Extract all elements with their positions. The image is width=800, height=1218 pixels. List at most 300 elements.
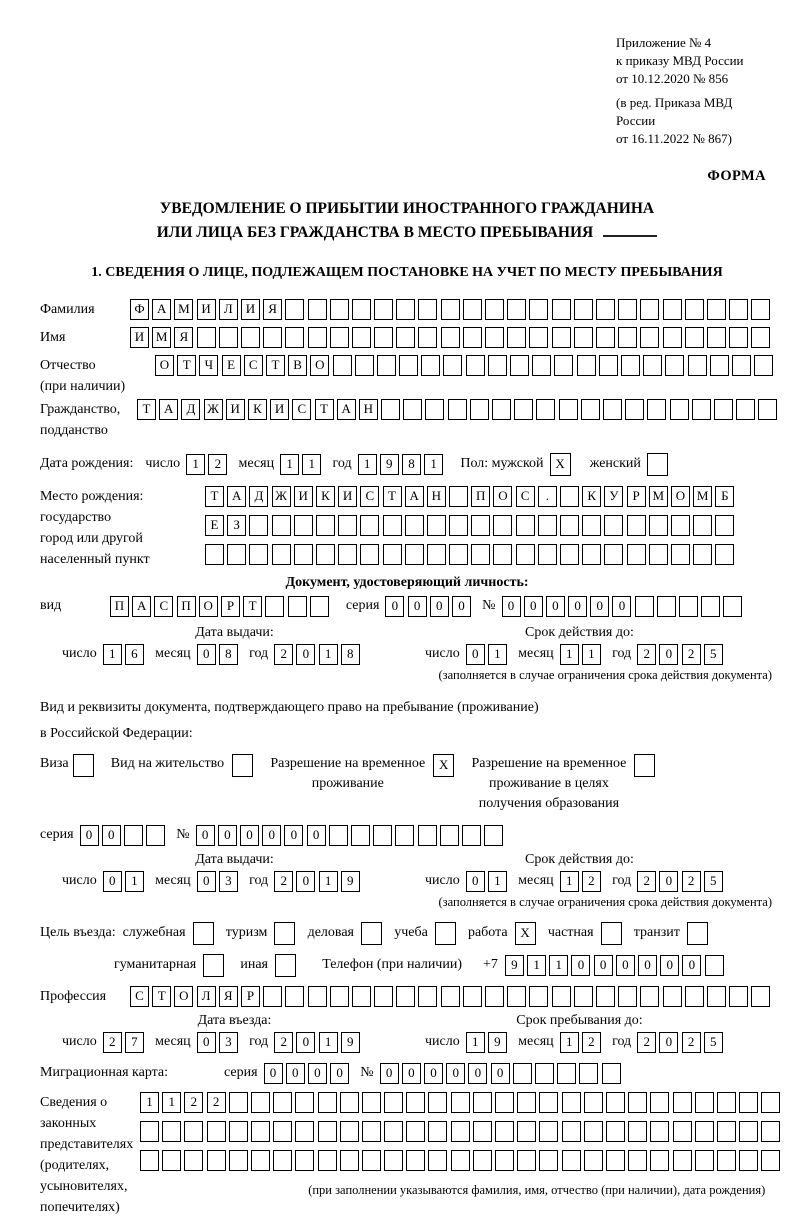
char-cell: Л (197, 986, 216, 1007)
char-cell (360, 515, 379, 536)
year-label: год (612, 646, 632, 662)
char-cell (427, 515, 446, 536)
residence-doc-types (40, 754, 774, 815)
char-cell (374, 986, 393, 1007)
char-cell (274, 922, 295, 945)
valid-until-heading: Срок действия до: (525, 851, 634, 867)
char-cell: А (132, 596, 151, 617)
char-cell: Б (715, 486, 734, 507)
day-label: число (62, 873, 97, 889)
char-cell (308, 299, 327, 320)
char-cell (529, 986, 548, 1007)
char-cell: М (693, 486, 712, 507)
edition-line: (в ред. Приказа МВД России (616, 94, 733, 128)
char-cell (406, 1092, 425, 1113)
char-cell (539, 1092, 558, 1113)
given-name-row (40, 327, 774, 348)
char-cell (272, 544, 291, 565)
char-cell (687, 922, 708, 945)
char-cell: 0 (264, 1063, 283, 1084)
char-cell (362, 1092, 381, 1113)
char-cell (73, 754, 94, 777)
char-cell (535, 1063, 554, 1084)
purpose-label: деловая (307, 925, 354, 941)
residence-doc-intro: Вид и реквизиты документа, подтверждающего право на пребывание (проживание) в Российской Федерации: (40, 699, 539, 742)
char-cell (418, 825, 437, 846)
birth-place-cells-2 (205, 515, 738, 536)
char-cell: 9 (505, 955, 524, 976)
char-cell (584, 1092, 603, 1113)
char-cell: 1 (140, 1092, 159, 1113)
char-cell (739, 1150, 758, 1171)
char-cell (207, 1121, 226, 1142)
char-cell: 0 (402, 1063, 421, 1084)
char-cell: 0 (197, 871, 216, 892)
char-cell: 1 (319, 1032, 338, 1053)
char-cell (562, 1092, 581, 1113)
char-cell (628, 1121, 647, 1142)
char-cell (670, 399, 689, 420)
char-cell: А (227, 486, 246, 507)
char-cell (473, 1150, 492, 1171)
char-cell (761, 1092, 780, 1113)
month-label: месяц (155, 873, 191, 889)
char-cell: Р (241, 986, 260, 1007)
char-cell: 0 (286, 1063, 305, 1084)
permit-seriya-cells (80, 825, 169, 846)
purpose-tourism-checkbox (274, 922, 298, 945)
char-cell (715, 544, 734, 565)
char-cell (715, 515, 734, 536)
phone-digit-cells (505, 955, 727, 976)
char-cell: О (174, 986, 193, 1007)
char-cell: 0 (491, 1063, 510, 1084)
char-cell (383, 544, 402, 565)
char-cell (288, 596, 307, 617)
char-cell (383, 515, 402, 536)
char-cell (517, 1121, 536, 1142)
char-cell: 8 (341, 644, 360, 665)
char-cell: С (516, 486, 535, 507)
purpose-private-checkbox (601, 922, 625, 945)
char-cell: 0 (80, 825, 99, 846)
char-cell (606, 1150, 625, 1171)
char-cell (557, 1063, 576, 1084)
char-cell (560, 544, 579, 565)
char-cell (493, 544, 512, 565)
stay-until-heading: Срок пребывания до: (516, 1012, 643, 1028)
purpose-label: иная (240, 957, 268, 973)
seriya-label: серия (224, 1065, 258, 1081)
char-cell: 0 (430, 596, 449, 617)
char-cell (316, 544, 335, 565)
char-cell (695, 1092, 714, 1113)
patronymic-row (40, 355, 774, 397)
char-cell: И (197, 299, 216, 320)
char-cell (184, 1150, 203, 1171)
char-cell: 1 (488, 871, 507, 892)
migration-card-row (40, 1063, 774, 1084)
day-label: число (425, 646, 460, 662)
char-cell: X (550, 453, 571, 476)
char-cell: 0 (218, 825, 237, 846)
char-cell: У (604, 486, 623, 507)
doc-issue-year-cells (274, 644, 363, 665)
char-cell: 1 (302, 454, 321, 475)
char-cell: С (154, 596, 173, 617)
char-cell: 0 (682, 955, 701, 976)
char-cell (582, 515, 601, 536)
char-cell (162, 1150, 181, 1171)
char-cell: 0 (284, 825, 303, 846)
char-cell (751, 299, 770, 320)
char-cell (308, 327, 327, 348)
char-cell: 1 (560, 1032, 579, 1053)
char-cell: 3 (219, 871, 238, 892)
stay-month-cells (560, 1032, 604, 1053)
profession-row (40, 986, 774, 1007)
section-1-heading: 1. СВЕДЕНИЯ О ЛИЦЕ, ПОДЛЕЖАЩЕМ ПОСТАНОВКЕ НА УЧЕТ ПО МЕСТУ ПРЕБЫВАНИЯ (91, 264, 723, 280)
doc-seriya-label: серия (345, 598, 380, 614)
char-cell (602, 1063, 621, 1084)
char-cell (517, 1092, 536, 1113)
char-cell: А (152, 299, 171, 320)
char-cell (207, 1150, 226, 1171)
char-cell: П (471, 486, 490, 507)
form-label: ФОРМА (707, 167, 766, 184)
sex-female-label: женский (589, 456, 641, 472)
char-cell: 0 (524, 596, 543, 617)
char-cell (562, 1150, 581, 1171)
char-cell (507, 327, 526, 348)
doc-valid-year-cells (637, 644, 726, 665)
char-cell: М (174, 299, 193, 320)
visit-purpose-row-2 (114, 954, 774, 977)
char-cell (513, 1063, 532, 1084)
doc-number-label: № (482, 598, 496, 614)
doc-valid-day-cells (466, 644, 510, 665)
char-cell: 1 (466, 1032, 485, 1053)
char-cell: 0 (296, 644, 315, 665)
char-cell: 0 (308, 1063, 327, 1084)
char-cell: 2 (682, 1032, 701, 1053)
char-cell (229, 1121, 248, 1142)
char-cell (732, 355, 751, 376)
char-cell: Я (263, 299, 282, 320)
char-cell: Т (177, 355, 196, 376)
char-cell (275, 954, 296, 977)
representatives-cells-3 (140, 1150, 783, 1171)
char-cell (351, 825, 370, 846)
char-cell: 0 (452, 596, 471, 617)
char-cell (355, 355, 374, 376)
char-cell (381, 399, 400, 420)
char-cell (463, 327, 482, 348)
char-cell: 0 (659, 1032, 678, 1053)
char-cell (205, 544, 224, 565)
page-title (40, 197, 774, 245)
char-cell (604, 544, 623, 565)
char-cell (634, 754, 655, 777)
char-cell: 5 (704, 871, 723, 892)
char-cell: 0 (296, 871, 315, 892)
char-cell (584, 1150, 603, 1171)
patronymic-label: Отчество (при наличии) (40, 357, 126, 394)
char-cell (582, 544, 601, 565)
char-cell: И (294, 486, 313, 507)
given-name-cells (130, 327, 773, 348)
char-cell (729, 327, 748, 348)
char-cell: 0 (546, 596, 565, 617)
sex-female-checkbox (647, 453, 671, 476)
char-cell (428, 1092, 447, 1113)
char-cell: С (244, 355, 263, 376)
char-cell (714, 399, 733, 420)
char-cell (671, 544, 690, 565)
profession-label: Профессия (40, 988, 107, 1004)
char-cell: К (248, 399, 267, 420)
year-label: год (249, 646, 269, 662)
char-cell (352, 986, 371, 1007)
char-cell (384, 1150, 403, 1171)
char-cell: 0 (502, 596, 521, 617)
char-cell (473, 1121, 492, 1142)
char-cell (596, 299, 615, 320)
char-cell: О (493, 486, 512, 507)
char-cell (695, 1150, 714, 1171)
char-cell (618, 986, 637, 1007)
char-cell: 1 (125, 871, 144, 892)
char-cell: В (288, 355, 307, 376)
char-cell (627, 515, 646, 536)
char-cell: И (338, 486, 357, 507)
char-cell (374, 327, 393, 348)
residence-doc-dates (40, 852, 774, 892)
char-cell (471, 544, 490, 565)
char-cell (599, 355, 618, 376)
char-cell (647, 399, 666, 420)
char-cell (729, 986, 748, 1007)
char-cell: И (226, 399, 245, 420)
char-cell (251, 1092, 270, 1113)
char-cell (663, 327, 682, 348)
char-cell (579, 1063, 598, 1084)
char-cell: 0 (638, 955, 657, 976)
char-cell (552, 299, 571, 320)
char-cell (649, 544, 668, 565)
char-cell (560, 486, 579, 507)
char-cell (427, 544, 446, 565)
char-cell (761, 1150, 780, 1171)
representatives-row (40, 1092, 774, 1218)
char-cell (338, 515, 357, 536)
char-cell (285, 327, 304, 348)
number-label: № (360, 1065, 374, 1081)
char-cell (330, 299, 349, 320)
edu-permit-option: Разрешение на временное проживание в целях получения образования (471, 754, 658, 815)
migration-number-cells (380, 1063, 624, 1084)
appendix-line: к приказу МВД России (616, 52, 744, 68)
char-cell (484, 825, 503, 846)
char-cell (596, 986, 615, 1007)
doc-seriya-cells (385, 596, 474, 617)
char-cell: 2 (637, 871, 656, 892)
char-cell (640, 299, 659, 320)
temp-permit-option: Разрешение на временное проживание X (270, 754, 457, 795)
birth-year-cells (358, 454, 447, 475)
char-cell (463, 986, 482, 1007)
char-cell (707, 327, 726, 348)
identity-doc-row (40, 596, 774, 617)
char-cell (532, 355, 551, 376)
char-cell (193, 922, 214, 945)
char-cell: А (405, 486, 424, 507)
char-cell (219, 327, 238, 348)
char-cell (441, 986, 460, 1007)
issue-date-heading: Дата выдачи: (195, 624, 274, 640)
char-cell (227, 544, 246, 565)
edition-line: от 16.11.2022 № 867) (616, 130, 733, 146)
doc-type-cells (110, 596, 332, 617)
char-cell (739, 1092, 758, 1113)
char-cell (695, 1121, 714, 1142)
char-cell (162, 1121, 181, 1142)
representatives-cells-1 (140, 1092, 783, 1113)
appendix-line: от 10.12.2020 № 856 (616, 70, 729, 86)
char-cell (405, 544, 424, 565)
char-cell (441, 327, 460, 348)
year-label: год (332, 456, 352, 472)
char-cell (693, 544, 712, 565)
char-cell (492, 399, 511, 420)
doc-issue-month-cells (197, 644, 241, 665)
char-cell: 3 (219, 1032, 238, 1053)
char-cell (606, 1092, 625, 1113)
sex-male-label: Пол: мужской (460, 456, 544, 472)
char-cell (272, 515, 291, 536)
visa-checkbox (73, 754, 97, 777)
char-cell: 0 (197, 1032, 216, 1053)
char-cell: 1 (319, 644, 338, 665)
char-cell: Е (222, 355, 241, 376)
char-cell (529, 299, 548, 320)
char-cell (640, 327, 659, 348)
entry-dates (40, 1013, 774, 1053)
char-cell (406, 1121, 425, 1142)
char-cell (395, 825, 414, 846)
char-cell: 9 (488, 1032, 507, 1053)
char-cell (273, 1121, 292, 1142)
char-cell: 6 (125, 644, 144, 665)
char-cell (635, 596, 654, 617)
char-cell: 2 (582, 1032, 601, 1053)
char-cell (685, 299, 704, 320)
birth-place-cells-3 (205, 544, 738, 565)
char-cell (739, 1121, 758, 1142)
char-cell (495, 1092, 514, 1113)
char-cell (362, 1121, 381, 1142)
residence-doc-seriya-row (40, 825, 774, 846)
char-cell (552, 986, 571, 1007)
purpose-label: работа (467, 925, 508, 941)
char-cell (329, 825, 348, 846)
char-cell (707, 299, 726, 320)
char-cell (495, 1121, 514, 1142)
char-cell (263, 327, 282, 348)
purpose-label: транзит (633, 925, 680, 941)
char-cell (435, 922, 456, 945)
visit-purpose-label: Цель въезда: (40, 925, 116, 941)
citizenship-row (40, 399, 774, 441)
char-cell (736, 399, 755, 420)
char-cell: 0 (196, 825, 215, 846)
char-cell (310, 596, 329, 617)
char-cell (406, 1150, 425, 1171)
char-cell: А (159, 399, 178, 420)
char-cell (340, 1121, 359, 1142)
char-cell (554, 355, 573, 376)
char-cell: Т (243, 596, 262, 617)
char-cell (723, 596, 742, 617)
char-cell (516, 515, 535, 536)
char-cell (618, 299, 637, 320)
char-cell (440, 825, 459, 846)
char-cell: Т (383, 486, 402, 507)
char-cell (418, 986, 437, 1007)
char-cell (265, 596, 284, 617)
representatives-note: (при заполнении указываются фамилия, имя, отчество (при наличии), дата рождения) (308, 1182, 766, 1197)
validity-note: (заполняется в случае ограничения срока действия документа) (438, 894, 772, 909)
char-cell: 1 (280, 454, 299, 475)
char-cell (529, 327, 548, 348)
stay-year-cells (637, 1032, 726, 1053)
char-cell (273, 1092, 292, 1113)
char-cell: 0 (466, 871, 485, 892)
char-cell (627, 544, 646, 565)
char-cell (761, 1121, 780, 1142)
phone-prefix: +7 (483, 957, 498, 973)
surname-row (40, 299, 774, 320)
char-cell: Ф (130, 299, 149, 320)
char-cell: К (316, 486, 335, 507)
char-cell: 2 (682, 644, 701, 665)
char-cell (374, 299, 393, 320)
char-cell: И (130, 327, 149, 348)
char-cell (285, 986, 304, 1007)
char-cell (758, 399, 777, 420)
citizenship-label: Гражданство, подданство (40, 401, 121, 438)
char-cell (470, 399, 489, 420)
char-cell (428, 1150, 447, 1171)
char-cell (539, 1150, 558, 1171)
char-cell (318, 1121, 337, 1142)
char-cell (685, 327, 704, 348)
char-cell (707, 986, 726, 1007)
char-cell: 2 (184, 1092, 203, 1113)
char-cell (318, 1150, 337, 1171)
char-cell: 2 (208, 454, 227, 475)
birth-day-cells (186, 454, 230, 475)
char-cell: 0 (197, 644, 216, 665)
char-cell: 1 (358, 454, 377, 475)
char-cell (425, 399, 444, 420)
char-cell (403, 399, 422, 420)
char-cell: 2 (103, 1032, 122, 1053)
char-cell: 1 (560, 644, 579, 665)
char-cell: О (310, 355, 329, 376)
char-cell (241, 327, 260, 348)
char-cell: 8 (219, 644, 238, 665)
